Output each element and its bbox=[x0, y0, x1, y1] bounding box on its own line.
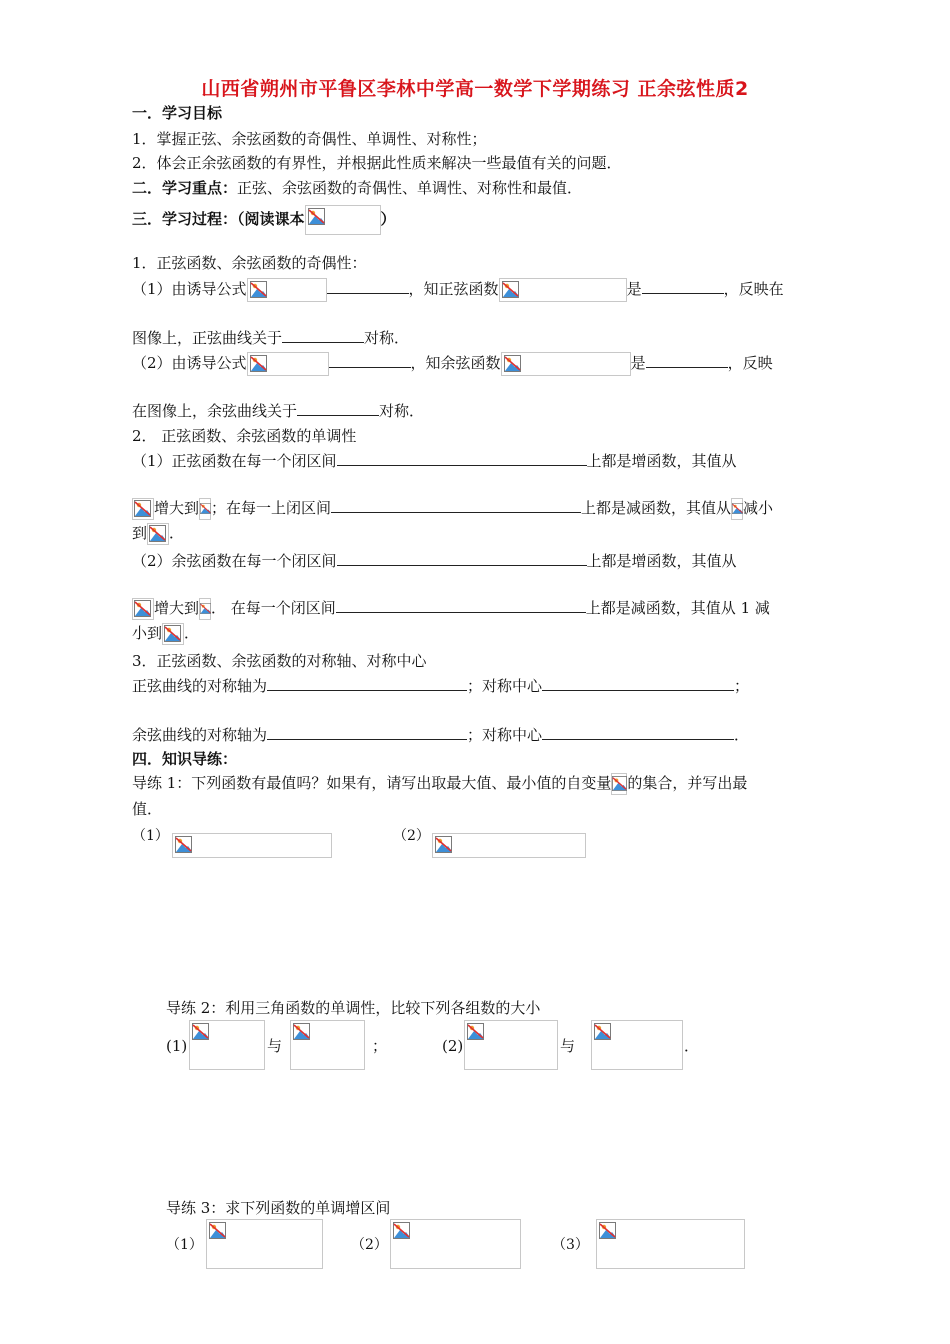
formula-image bbox=[147, 523, 169, 545]
text: ，反映 bbox=[727, 354, 773, 372]
broken-image-icon bbox=[393, 1222, 410, 1239]
answer-blank[interactable] bbox=[267, 725, 467, 740]
broken-image-icon bbox=[175, 836, 192, 853]
text: 导练 1：下列函数有最值吗？如果有，请写出取最大值、最小值的自变量 bbox=[132, 774, 612, 792]
formula-image bbox=[162, 623, 184, 645]
exercise-3-item-2-label: （2） bbox=[351, 1237, 388, 1253]
text: 余弦曲线的对称轴为 bbox=[132, 726, 268, 744]
broken-image-icon bbox=[467, 1023, 484, 1040]
answer-blank[interactable] bbox=[642, 279, 724, 294]
exercise-1-item-2-image bbox=[432, 833, 586, 858]
text: 上都是减函数，其值从 1 减 bbox=[585, 599, 770, 617]
text: ． bbox=[169, 524, 185, 542]
text: 的集合，并写出最 bbox=[627, 774, 748, 792]
guide-heading: 四．知识导练： bbox=[132, 750, 238, 768]
text: 到 bbox=[132, 524, 148, 542]
broken-image-icon bbox=[149, 525, 166, 542]
goal-item-2: 2．体会正余弦函数的有界性，并根据此性质来解决一些最值有关的问题． bbox=[132, 154, 622, 172]
text: ，知正弦函数 bbox=[408, 280, 499, 298]
cos-symmetry-line bbox=[132, 725, 749, 745]
text: ． bbox=[184, 624, 200, 642]
broken-image-icon bbox=[200, 600, 211, 617]
broken-image-icon bbox=[250, 281, 267, 298]
formula-image bbox=[731, 498, 743, 520]
answer-blank[interactable] bbox=[337, 551, 587, 566]
s2-paragraph-1-end bbox=[132, 523, 184, 545]
exercise-2-with-1: 与 bbox=[267, 1037, 283, 1055]
text: 正弦曲线的对称轴为 bbox=[132, 677, 268, 695]
page-title: 山西省朔州市平鲁区李林中学高一数学下学期练习 正余弦性质2 bbox=[201, 78, 749, 100]
section-2-title: 2． 正弦函数、余弦函数的单调性 bbox=[132, 427, 357, 445]
formula-image bbox=[199, 498, 211, 520]
s2-paragraph-1 bbox=[132, 451, 737, 471]
formula-image bbox=[499, 278, 627, 302]
sin-symmetry-line bbox=[132, 676, 749, 696]
broken-image-icon bbox=[612, 775, 627, 792]
key-points-text: 正弦、余弦函数的奇偶性、单调性、对称性和最值． bbox=[237, 179, 583, 197]
text: ；在每一上闭区间 bbox=[211, 499, 332, 517]
text: ． bbox=[734, 726, 750, 744]
s2-paragraph-2-end bbox=[132, 623, 199, 645]
text: ；对称中心 bbox=[467, 726, 543, 744]
text: 小到 bbox=[132, 624, 163, 642]
s1-paragraph-2 bbox=[132, 352, 773, 376]
broken-image-icon bbox=[200, 500, 211, 517]
exercise-3-image-1 bbox=[206, 1219, 323, 1269]
exercise-3-image-3 bbox=[596, 1219, 745, 1269]
text: ；对称中心 bbox=[467, 677, 543, 695]
broken-image-icon bbox=[293, 1023, 310, 1040]
broken-image-icon bbox=[164, 625, 181, 642]
answer-blank[interactable] bbox=[282, 328, 364, 343]
text: ； bbox=[734, 677, 750, 695]
exercise-2-image-2 bbox=[290, 1020, 365, 1070]
broken-image-icon bbox=[250, 355, 267, 372]
answer-blank[interactable] bbox=[542, 725, 734, 740]
broken-image-icon bbox=[308, 208, 325, 225]
exercise-2-image-4 bbox=[591, 1020, 683, 1070]
exercise-2-with-2: 与 bbox=[560, 1037, 576, 1055]
text: 减小 bbox=[743, 499, 774, 517]
exercise-1-item-1-label: （1） bbox=[132, 828, 169, 844]
answer-blank[interactable] bbox=[336, 598, 586, 613]
goals-heading: 一．学习目标 bbox=[132, 104, 223, 122]
exercise-2-image-1 bbox=[189, 1020, 265, 1070]
key-points-label: 二．学习重点： bbox=[132, 179, 238, 197]
exercise-3-item-3-label: （3） bbox=[552, 1237, 589, 1253]
answer-blank[interactable] bbox=[337, 451, 587, 466]
broken-image-icon bbox=[502, 281, 519, 298]
formula-image bbox=[611, 773, 627, 795]
exercise-2-line: 导练 2：利用三角函数的单调性，比较下列各组数的大小 bbox=[166, 999, 541, 1017]
s2-paragraph-2 bbox=[132, 551, 737, 571]
s2-paragraph-2-cont bbox=[132, 598, 770, 620]
exercise-1-line bbox=[132, 773, 747, 795]
text: （1）正弦函数在每一个闭区间 bbox=[132, 452, 337, 470]
exercise-1-item-2-label: （2） bbox=[393, 828, 430, 844]
exercise-2-item-1-label: (1) bbox=[166, 1037, 188, 1055]
formula-image bbox=[199, 598, 211, 620]
broken-image-icon bbox=[732, 500, 743, 517]
answer-blank[interactable] bbox=[267, 676, 467, 691]
answer-blank[interactable] bbox=[646, 353, 728, 368]
formula-image bbox=[247, 278, 327, 302]
exercise-1-cont: 值． bbox=[132, 800, 163, 818]
section-3-title: 3．正弦函数、余弦函数的对称轴、对称中心 bbox=[132, 652, 427, 670]
text: 增大到 bbox=[154, 499, 200, 517]
answer-blank[interactable] bbox=[327, 279, 409, 294]
broken-image-icon bbox=[134, 500, 151, 517]
broken-image-icon bbox=[209, 1222, 226, 1239]
text: 上都是增函数，其值从 bbox=[586, 452, 737, 470]
text: 是 bbox=[630, 354, 646, 372]
text: ，知余弦函数 bbox=[410, 354, 501, 372]
s1-paragraph-1-cont bbox=[132, 328, 409, 348]
text: 是 bbox=[626, 280, 642, 298]
text: 图像上，正弦曲线关于 bbox=[132, 329, 283, 347]
text: 在图像上，余弦曲线关于 bbox=[132, 402, 298, 420]
text: （2）余弦函数在每一个闭区间 bbox=[132, 552, 337, 570]
answer-blank[interactable] bbox=[542, 676, 734, 691]
goal-item-1: 1．掌握正弦、余弦函数的奇偶性、单调性、对称性； bbox=[132, 130, 487, 148]
answer-blank[interactable] bbox=[331, 498, 581, 513]
formula-image bbox=[247, 352, 329, 376]
process-line bbox=[132, 205, 396, 235]
formula-image bbox=[132, 598, 154, 620]
s1-paragraph-2-cont bbox=[132, 401, 424, 421]
image-placeholder bbox=[305, 205, 381, 235]
exercise-2-period: ． bbox=[684, 1037, 700, 1055]
text: 对称． bbox=[379, 402, 425, 420]
text: ，反映在 bbox=[723, 280, 784, 298]
broken-image-icon bbox=[192, 1023, 209, 1040]
process-close: ） bbox=[380, 210, 396, 228]
exercise-3-image-2 bbox=[390, 1219, 521, 1269]
section-1-title: 1．正弦函数、余弦函数的奇偶性： bbox=[132, 254, 367, 272]
exercise-1-item-1-image bbox=[172, 833, 332, 858]
exercise-2-item-2-label: (2) bbox=[442, 1037, 464, 1055]
text: （2）由诱导公式 bbox=[132, 354, 247, 372]
text: ． 在每一个闭区间 bbox=[211, 599, 336, 617]
text: 上都是增函数，其值从 bbox=[586, 552, 737, 570]
broken-image-icon bbox=[134, 600, 151, 617]
formula-image bbox=[132, 498, 154, 520]
exercise-3-item-1-label: （1） bbox=[166, 1237, 203, 1253]
answer-blank[interactable] bbox=[297, 401, 379, 416]
process-label: 三．学习过程：（阅读课本 bbox=[132, 210, 305, 228]
exercise-2-image-3 bbox=[464, 1020, 558, 1070]
s1-paragraph-1 bbox=[132, 278, 784, 302]
text: 对称． bbox=[364, 329, 410, 347]
text: 上都是减函数，其值从 bbox=[581, 499, 732, 517]
broken-image-icon bbox=[594, 1023, 611, 1040]
broken-image-icon bbox=[435, 836, 452, 853]
broken-image-icon bbox=[504, 355, 521, 372]
key-points bbox=[132, 178, 582, 198]
s2-paragraph-1-cont bbox=[132, 498, 773, 520]
formula-image bbox=[501, 352, 631, 376]
exercise-2-semicolon: ； bbox=[372, 1037, 388, 1055]
text: 增大到 bbox=[154, 599, 200, 617]
text: （1）由诱导公式 bbox=[132, 280, 247, 298]
answer-blank[interactable] bbox=[329, 353, 411, 368]
exercise-3-line: 导练 3：求下列函数的单调增区间 bbox=[166, 1199, 391, 1217]
broken-image-icon bbox=[599, 1222, 616, 1239]
